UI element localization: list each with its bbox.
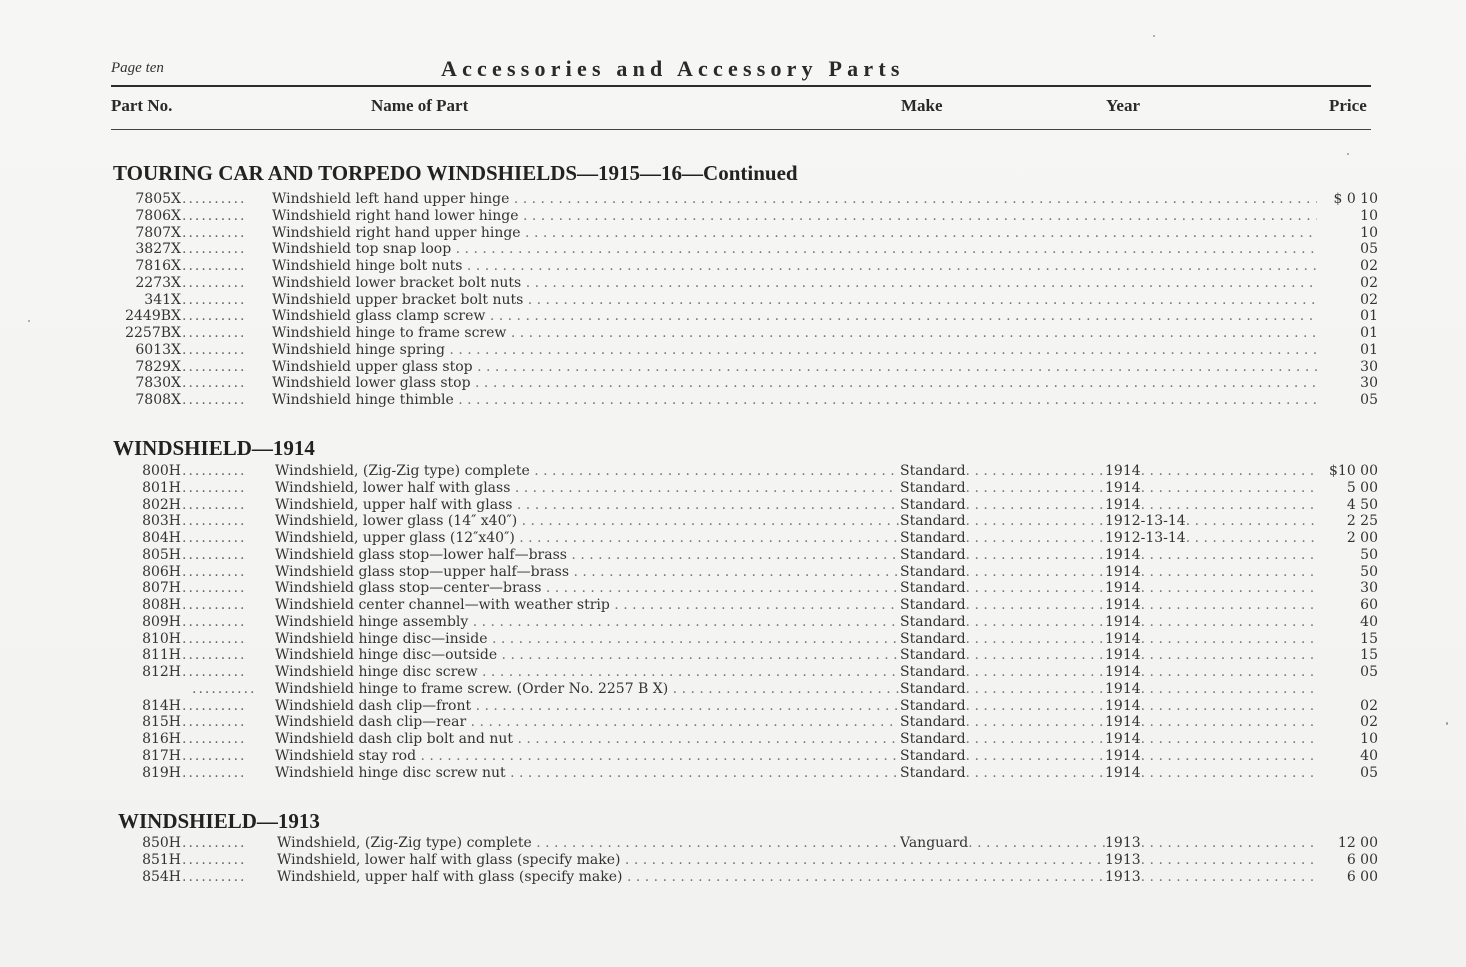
part-number: 810H	[142, 630, 181, 647]
leader-dots: ..........	[182, 530, 247, 546]
scan-speck	[1446, 722, 1448, 725]
leader-dots: ..........	[182, 207, 247, 224]
make: Standard . . .	[900, 463, 1105, 480]
table-row	[0, 852, 1466, 869]
table-row	[0, 292, 1466, 309]
part-name: Windshield hinge disc screw . . .	[275, 664, 899, 681]
header-rule-top	[111, 85, 1371, 87]
price: 15	[1360, 647, 1378, 664]
leader-dots: ..........	[182, 764, 247, 781]
leader-dots: ..........	[182, 731, 247, 747]
leader-dots: ..........	[182, 747, 247, 764]
table-row	[0, 208, 1466, 225]
year: 1914 . . .	[1105, 614, 1317, 631]
year: 1914 . . .	[1105, 564, 1317, 581]
part-number: 800H	[142, 463, 181, 479]
table-row	[0, 765, 1466, 782]
year: 1914 . . .	[1105, 731, 1317, 748]
table-row	[0, 513, 1466, 530]
leader-dots: ..........	[182, 563, 247, 580]
price: 01	[1360, 325, 1378, 341]
section-rows-touring	[0, 191, 1466, 409]
table-row	[0, 664, 1466, 681]
scan-speck	[1347, 153, 1349, 155]
part-number: 7805X	[135, 191, 181, 207]
price: 05	[1360, 392, 1378, 408]
leader-dots: ..........	[192, 680, 257, 697]
leader-dots: ..........	[182, 274, 247, 291]
section-rows-1913	[0, 835, 1466, 885]
part-name: Windshield upper bracket bolt nuts . . .	[272, 292, 1317, 309]
year: 1914 . . .	[1105, 480, 1317, 497]
year: 1912-13-14 . . .	[1105, 513, 1317, 530]
table-row	[0, 497, 1466, 514]
part-name: Windshield hinge disc—inside . . .	[275, 631, 899, 648]
table-row	[0, 731, 1466, 748]
leader-dots: ..........	[182, 597, 247, 613]
price: 02	[1360, 697, 1378, 714]
year: 1914 . . .	[1105, 748, 1317, 765]
make: Standard . . .	[900, 497, 1105, 514]
price: 4 50	[1346, 496, 1378, 513]
year: 1914 . . .	[1105, 647, 1317, 664]
part-number: 3827X	[135, 241, 181, 258]
part-name: Windshield top snap loop . . .	[272, 241, 1317, 258]
column-header-make: Make	[901, 96, 943, 115]
leader-dots: ..........	[182, 375, 247, 392]
table-row	[0, 191, 1466, 208]
table-row	[0, 463, 1466, 480]
price: 02	[1360, 274, 1378, 291]
make: Standard . . .	[900, 698, 1105, 715]
make: Standard . . .	[900, 748, 1105, 765]
price: 05	[1360, 664, 1378, 680]
make: Standard . . .	[900, 547, 1105, 564]
price: 5 00	[1346, 479, 1378, 496]
leader-dots: ..........	[182, 191, 247, 207]
make: Standard . . .	[900, 530, 1105, 547]
table-row	[0, 308, 1466, 325]
leader-dots: ..........	[182, 463, 247, 479]
leader-dots: ..........	[182, 580, 247, 597]
year: 1913 . . .	[1105, 835, 1317, 852]
price: 50	[1360, 546, 1378, 563]
page-title: Accessories and Accessory Parts	[441, 56, 905, 81]
leader-dots: ..........	[182, 647, 247, 664]
part-name: Windshield, lower half with glass (specify make) . . .	[277, 852, 1105, 869]
part-name: Windshield, upper half with glass (specify make) . . .	[277, 869, 1105, 886]
price: 02	[1360, 714, 1378, 731]
leader-dots: ..........	[182, 868, 247, 885]
table-row	[0, 225, 1466, 242]
year: 1912-13-14 . . .	[1105, 530, 1317, 547]
table-row	[0, 241, 1466, 258]
part-number: 341X	[144, 291, 181, 308]
part-name: Windshield, lower half with glass . . .	[275, 480, 899, 497]
price: 30	[1360, 358, 1378, 375]
leader-dots: ..........	[182, 241, 247, 258]
part-name: Windshield center channel—with weather strip . . .	[275, 597, 899, 614]
table-row	[0, 375, 1466, 392]
leader-dots: ..........	[182, 697, 247, 714]
year: 1913 . . .	[1105, 852, 1317, 869]
part-number: 809H	[142, 613, 181, 630]
table-row	[0, 392, 1466, 409]
make: Standard . . .	[900, 513, 1105, 530]
table-row	[0, 647, 1466, 664]
year: 1914 . . .	[1105, 580, 1317, 597]
scan-speck	[28, 320, 30, 322]
year: 1914 . . .	[1105, 631, 1317, 648]
part-name: Windshield glass stop—center—brass . . .	[275, 580, 899, 597]
column-header-part-no: Part No.	[111, 96, 173, 115]
year: 1914 . . .	[1105, 547, 1317, 564]
part-number: 7829X	[135, 358, 181, 375]
price: 60	[1360, 597, 1378, 613]
year: 1914 . . .	[1105, 463, 1317, 480]
part-name: Windshield hinge bolt nuts . . .	[272, 258, 1317, 275]
section-title-windshield-1913: WINDSHIELD—1913	[118, 809, 320, 833]
table-row	[0, 698, 1466, 715]
table-row	[0, 325, 1466, 342]
leader-dots: ..........	[182, 358, 247, 375]
part-name: Windshield right hand upper hinge . . .	[272, 225, 1317, 242]
make: Standard . . .	[900, 664, 1105, 681]
price: 01	[1360, 308, 1378, 325]
part-name: Windshield, upper half with glass . . .	[275, 497, 899, 514]
make: Standard . . .	[900, 631, 1105, 648]
table-row	[0, 359, 1466, 376]
part-number: 6013X	[135, 341, 181, 358]
table-row	[0, 614, 1466, 631]
price: 10	[1360, 731, 1378, 747]
part-name: Windshield glass stop—upper half—brass . . .	[275, 564, 899, 581]
part-number: 815H	[142, 714, 181, 731]
price: 01	[1360, 341, 1378, 358]
part-name: Windshield, upper glass (12″x40″) . . .	[275, 530, 899, 547]
part-number: 850H	[142, 835, 181, 851]
price: 10	[1360, 224, 1378, 241]
part-name: Windshield hinge disc—outside . . .	[275, 647, 899, 664]
table-row	[0, 564, 1466, 581]
leader-dots: ..........	[182, 546, 247, 563]
leader-dots: ..........	[182, 851, 247, 868]
price: $10 00	[1329, 463, 1378, 479]
table-row	[0, 258, 1466, 275]
leader-dots: ..........	[182, 664, 247, 680]
part-number: 805H	[142, 546, 181, 563]
price: 30	[1360, 375, 1378, 392]
make: Standard . . .	[900, 731, 1105, 748]
make: Standard . . .	[900, 580, 1105, 597]
part-number: 2273X	[135, 274, 181, 291]
part-number: 817H	[142, 747, 181, 764]
price: 6 00	[1346, 851, 1378, 868]
part-number: 804H	[142, 530, 181, 546]
price: 50	[1360, 563, 1378, 580]
page-number-label: Page ten	[111, 60, 164, 76]
part-name: Windshield, lower glass (14″ x40″) . . .	[275, 513, 899, 530]
year: 1914 . . .	[1105, 698, 1317, 715]
part-name: Windshield lower glass stop . . .	[272, 375, 1317, 392]
price: 30	[1360, 580, 1378, 597]
price: 6 00	[1346, 868, 1378, 885]
leader-dots: ..........	[182, 291, 247, 308]
price: $ 0 10	[1333, 191, 1378, 207]
part-number: 806H	[142, 563, 181, 580]
price: 40	[1360, 747, 1378, 764]
part-number: 803H	[142, 513, 181, 530]
leader-dots: ..........	[182, 392, 247, 408]
part-number: 7808X	[135, 392, 181, 408]
part-name: Windshield hinge to frame screw . . .	[272, 325, 1317, 342]
leader-dots: ..........	[182, 714, 247, 731]
part-name: Windshield dash clip—rear . . .	[275, 714, 899, 731]
leader-dots: ..........	[182, 496, 247, 513]
part-name: Windshield left hand upper hinge . . .	[272, 191, 1317, 208]
part-name: Windshield upper glass stop . . .	[272, 359, 1317, 376]
make: Standard . . .	[900, 597, 1105, 614]
table-row	[0, 869, 1466, 886]
part-name: Windshield hinge disc screw nut . . .	[275, 765, 899, 782]
table-row	[0, 681, 1466, 698]
price: 02	[1360, 258, 1378, 274]
leader-dots: ..........	[182, 325, 247, 341]
part-number: 811H	[142, 647, 181, 664]
leader-dots: ..........	[182, 835, 247, 851]
part-name: Windshield lower bracket bolt nuts . . .	[272, 275, 1317, 292]
part-number: 807H	[142, 580, 181, 597]
year: 1914 . . .	[1105, 714, 1317, 731]
running-head	[111, 56, 1378, 86]
part-name: Windshield right hand lower hinge . . .	[272, 208, 1317, 225]
price: 15	[1360, 630, 1378, 647]
table-row	[0, 547, 1466, 564]
year: 1914 . . .	[1105, 664, 1317, 681]
leader-dots: ..........	[182, 630, 247, 647]
part-name: Windshield glass stop—lower half—brass . . .	[275, 547, 899, 564]
part-number: 854H	[142, 868, 181, 885]
leader-dots: ..........	[182, 513, 247, 530]
year: 1914 . . .	[1105, 597, 1317, 614]
make: Standard . . .	[900, 564, 1105, 581]
make: Standard . . .	[900, 647, 1105, 664]
price: 02	[1360, 291, 1378, 308]
part-name: Windshield dash clip bolt and nut . . .	[275, 731, 899, 748]
leader-dots: ..........	[182, 308, 247, 325]
make: Standard . . .	[900, 681, 1105, 698]
part-name: Windshield, (Zig-Zig type) complete . . .	[275, 463, 899, 480]
part-number: 2257BX	[125, 325, 181, 341]
part-number: 851H	[142, 851, 181, 868]
leader-dots: ..........	[182, 479, 247, 496]
leader-dots: ..........	[182, 341, 247, 358]
year: 1914 . . .	[1105, 681, 1317, 698]
make: Vanguard . . .	[900, 835, 1105, 852]
part-number: 819H	[142, 764, 181, 781]
price: 40	[1360, 613, 1378, 630]
section-rows-1914	[0, 463, 1466, 781]
table-row	[0, 480, 1466, 497]
header-rule-bottom	[111, 129, 1371, 130]
price: 05	[1360, 241, 1378, 258]
make: Standard . . .	[900, 614, 1105, 631]
leader-dots: ..........	[182, 224, 247, 241]
part-name: Windshield hinge assembly . . .	[275, 614, 899, 631]
price: 10	[1360, 207, 1378, 224]
year: 1914 . . .	[1105, 765, 1317, 782]
part-number: 802H	[142, 496, 181, 513]
table-row	[0, 631, 1466, 648]
part-number: 7816X	[135, 258, 181, 274]
part-number: 814H	[142, 697, 181, 714]
part-number: 7806X	[135, 207, 181, 224]
leader-dots: ..........	[182, 613, 247, 630]
part-number: 801H	[142, 479, 181, 496]
part-number: 7830X	[135, 375, 181, 392]
table-row	[0, 580, 1466, 597]
price: 12 00	[1337, 835, 1378, 851]
column-header-year: Year	[1106, 96, 1140, 115]
section-title-windshield-1914: WINDSHIELD—1914	[113, 436, 315, 460]
make: Standard . . .	[900, 714, 1105, 731]
column-header-price: Price	[1329, 96, 1367, 115]
part-number: 808H	[142, 597, 181, 613]
table-row	[0, 530, 1466, 547]
table-row	[0, 835, 1466, 852]
make: Standard . . .	[900, 480, 1105, 497]
table-row	[0, 275, 1466, 292]
part-name: Windshield hinge thimble . . .	[272, 392, 1317, 409]
table-row	[0, 748, 1466, 765]
part-number: 7807X	[135, 224, 181, 241]
price: 2 25	[1346, 513, 1378, 530]
year: 1913 . . .	[1105, 869, 1317, 886]
section-title-touring-windshields: TOURING CAR AND TORPEDO WINDSHIELDS—1915—16—Continued	[113, 161, 798, 185]
leader-dots: ..........	[182, 258, 247, 274]
column-headers	[111, 96, 1378, 118]
part-name: Windshield, (Zig-Zig type) complete . . .	[277, 835, 901, 852]
scan-speck	[1153, 35, 1155, 37]
table-row	[0, 597, 1466, 614]
price: 05	[1360, 764, 1378, 781]
part-number: 812H	[142, 664, 181, 680]
part-name: Windshield glass clamp screw . . .	[272, 308, 1317, 325]
part-name: Windshield hinge spring . . .	[272, 342, 1317, 359]
table-row	[0, 342, 1466, 359]
price: 2 00	[1346, 530, 1378, 546]
part-number: 816H	[142, 731, 181, 747]
year: 1914 . . .	[1105, 497, 1317, 514]
part-name: Windshield stay rod . . .	[275, 748, 899, 765]
table-row	[0, 714, 1466, 731]
column-header-name: Name of Part	[371, 96, 469, 115]
part-name: Windshield hinge to frame screw. (Order No. 2257 B X) . . .	[275, 681, 899, 698]
part-name: Windshield dash clip—front . . .	[275, 698, 899, 715]
part-number: 2449BX	[125, 308, 181, 325]
make: Standard . . .	[900, 765, 1105, 782]
